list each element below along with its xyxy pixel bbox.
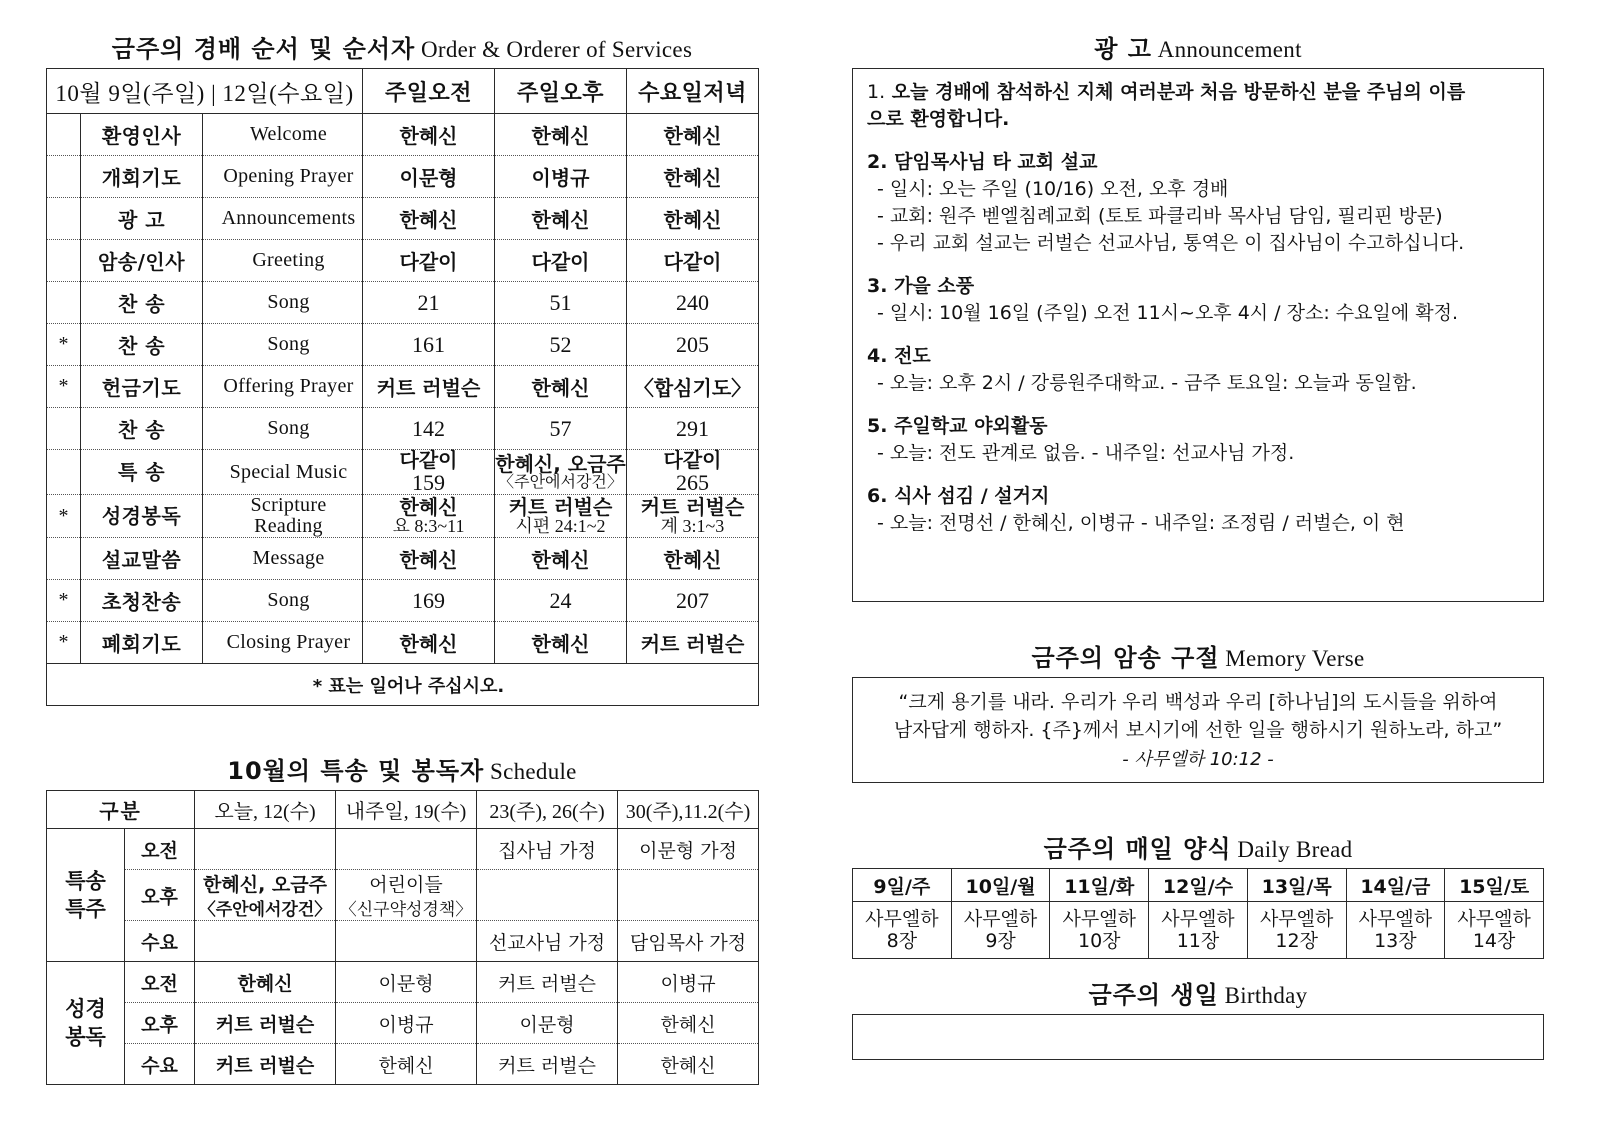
daily-bread-day: 13일/목 bbox=[1247, 869, 1346, 902]
order-row-sunday-pm-sub: 〈주안에서강건〉 bbox=[498, 472, 623, 492]
table-row bbox=[47, 870, 759, 921]
order-of-service-table bbox=[46, 68, 759, 706]
order-header-row bbox=[47, 69, 759, 114]
order-row-label-ko: 설교말씀 bbox=[81, 538, 203, 580]
announcement-section bbox=[852, 36, 1544, 602]
schedule-header-week1: 오늘, 12(수) bbox=[195, 791, 336, 829]
announcement-item-3-sub-1: - 일시: 10월 16일 (주일) 오전 11시~오후 4시 / 장소: 수요일에 확정. bbox=[877, 302, 1458, 325]
daily-bread-section bbox=[852, 836, 1544, 959]
announcement-item-2-number: 2. bbox=[867, 151, 888, 174]
table-row bbox=[47, 114, 759, 156]
daily-bread-reading bbox=[1050, 902, 1149, 959]
order-row-sunday-pm: 한혜신 bbox=[495, 114, 627, 156]
order-row-star bbox=[47, 450, 81, 495]
order-row-sunday-pm: 이병규 bbox=[495, 156, 627, 198]
announcement-item-2-sub-3: - 우리 교회 설교는 러벌슨 선교사님, 통역은 이 집사님이 수고하십니다. bbox=[877, 232, 1465, 255]
birthday-section bbox=[852, 982, 1544, 1060]
order-row-label-ko: 성경봉독 bbox=[81, 495, 203, 538]
schedule-cell-week4: 한혜신 bbox=[618, 1003, 759, 1044]
order-row-label-en: Song bbox=[203, 580, 363, 622]
order-footnote: * 표는 일어나 주십시오. bbox=[47, 664, 759, 706]
order-of-service-title bbox=[46, 36, 758, 62]
schedule-cell-week4: 이병규 bbox=[618, 962, 759, 1003]
order-table-head bbox=[47, 69, 759, 114]
order-row-star bbox=[47, 156, 81, 198]
schedule-cell-week2: 이병규 bbox=[336, 1003, 477, 1044]
order-row-sunday-pm-sub: 시편 24:1~2 bbox=[515, 516, 606, 537]
order-row-sunday-am: 커트 러벌슨 bbox=[363, 366, 495, 408]
table-row bbox=[47, 366, 759, 408]
table-row bbox=[47, 282, 759, 324]
order-title-english: Order & Orderer of Services bbox=[420, 37, 693, 62]
order-row-label-en: Announcements bbox=[203, 198, 363, 240]
order-row-label-en: Greeting bbox=[203, 240, 363, 282]
daily-bread-chapter: 13장 bbox=[1374, 930, 1417, 953]
schedule-cell-week4 bbox=[618, 870, 759, 921]
schedule-cell-week3: 이문형 bbox=[477, 1003, 618, 1044]
order-row-label-ko: 찬 송 bbox=[81, 408, 203, 450]
announcement-item-5 bbox=[867, 413, 1531, 467]
order-row-sunday-pm: 57 bbox=[495, 408, 627, 450]
order-row-label-en: Offering Prayer bbox=[203, 366, 363, 408]
order-row-sunday-am-sub: 159 bbox=[412, 470, 445, 496]
order-row-label-en: Opening Prayer bbox=[203, 156, 363, 198]
announcement-item-3-title: 가을 소풍 bbox=[894, 275, 975, 298]
order-row-wednesday-pm: 205 bbox=[627, 324, 759, 366]
schedule-header-week4: 30(주),11.2(수) bbox=[618, 791, 759, 829]
schedule-cell-week2: 이문형 bbox=[336, 962, 477, 1003]
announcement-item-1-line1 bbox=[867, 79, 1531, 106]
order-row-sunday-pm bbox=[495, 450, 627, 495]
daily-bread-reading bbox=[951, 902, 1050, 959]
order-row-label-ko: 광 고 bbox=[81, 198, 203, 240]
schedule-time-label: 수요 bbox=[125, 921, 195, 962]
announcement-item-3-head bbox=[867, 273, 1531, 300]
daily-bread-header-row bbox=[853, 869, 1544, 902]
schedule-title-korean: 10월의 특송 및 봉독자 bbox=[227, 757, 485, 785]
order-header-wednesday-pm: 수요일저녁 bbox=[627, 69, 759, 114]
order-row-label-en: Message bbox=[203, 538, 363, 580]
schedule-cell-week4: 한혜신 bbox=[618, 1044, 759, 1085]
birthday-box bbox=[852, 1014, 1544, 1060]
announcement-item-5-head bbox=[867, 413, 1531, 440]
order-row-sunday-am-sub: 요 8:3~11 bbox=[392, 516, 465, 537]
schedule-table-body bbox=[47, 829, 759, 1085]
order-row-sunday-am-main: 다같이 bbox=[399, 448, 458, 473]
daily-bread-book: 사무엘하 bbox=[1062, 907, 1136, 930]
announcement-item-4-head bbox=[867, 343, 1531, 370]
order-header-date: 10월 9일(주일) | 12일(수요일) bbox=[47, 69, 363, 114]
order-row-label-en: Song bbox=[203, 282, 363, 324]
announcement-item-2-head bbox=[867, 149, 1531, 176]
daily-bread-reading bbox=[1149, 902, 1248, 959]
order-row-label-ko: 찬 송 bbox=[81, 324, 203, 366]
daily-bread-head bbox=[853, 869, 1544, 902]
announcement-box bbox=[852, 68, 1544, 602]
order-row-wednesday-pm: 240 bbox=[627, 282, 759, 324]
order-row-sunday-am: 161 bbox=[363, 324, 495, 366]
order-row-label-ko: 헌금기도 bbox=[81, 366, 203, 408]
announcement-item-2-title: 담임목사님 타 교회 설교 bbox=[894, 151, 1098, 174]
announcement-item-5-number: 5. bbox=[867, 415, 888, 438]
table-row bbox=[47, 156, 759, 198]
daily-bread-book: 사무엘하 bbox=[1259, 907, 1334, 930]
order-row-sunday-am: 이문형 bbox=[363, 156, 495, 198]
schedule-header-week3: 23(주), 26(수) bbox=[477, 791, 618, 829]
schedule-group-special-music: 특송 특주 bbox=[47, 829, 125, 962]
schedule-section bbox=[46, 758, 758, 1085]
order-row-label-en: Special Music bbox=[203, 450, 363, 495]
order-row-label-ko: 찬 송 bbox=[81, 282, 203, 324]
announcement-item-6-number: 6. bbox=[867, 485, 888, 508]
schedule-time-label: 오전 bbox=[125, 829, 195, 870]
schedule-cell-week3: 커트 러벌슨 bbox=[477, 1044, 618, 1085]
order-row-star bbox=[47, 240, 81, 282]
order-row-star bbox=[47, 408, 81, 450]
order-table-body bbox=[47, 114, 759, 706]
order-row-star: * bbox=[47, 580, 81, 622]
order-row-sunday-am: 142 bbox=[363, 408, 495, 450]
schedule-time-label: 오후 bbox=[125, 1003, 195, 1044]
daily-bread-reading bbox=[1445, 902, 1544, 959]
table-row bbox=[853, 902, 1544, 959]
order-row-sunday-am: 다같이 bbox=[363, 240, 495, 282]
order-row-label-ko: 특 송 bbox=[81, 450, 203, 495]
order-row-wednesday-pm-main: 다같이 bbox=[663, 448, 722, 473]
daily-bread-body bbox=[853, 902, 1544, 959]
order-row-star bbox=[47, 198, 81, 240]
schedule-cell-week2-main: 어린이들 bbox=[369, 874, 443, 897]
order-row-star: * bbox=[47, 324, 81, 366]
daily-bread-book: 사무엘하 bbox=[1161, 907, 1235, 930]
order-header-sunday-pm: 주일오후 bbox=[495, 69, 627, 114]
order-row-sunday-pm: 다같이 bbox=[495, 240, 627, 282]
schedule-header-week2: 내주일, 19(수) bbox=[336, 791, 477, 829]
order-row-sunday-am: 169 bbox=[363, 580, 495, 622]
order-row-sunday-am: 한혜신 bbox=[363, 114, 495, 156]
order-row-label-en: Song bbox=[203, 324, 363, 366]
schedule-header-row bbox=[47, 791, 759, 829]
order-row-wednesday-pm: 〈합심기도〉 bbox=[627, 366, 759, 408]
order-row-sunday-pm: 51 bbox=[495, 282, 627, 324]
order-row-label-ko: 환영인사 bbox=[81, 114, 203, 156]
table-row bbox=[47, 324, 759, 366]
schedule-cell-week1 bbox=[195, 921, 336, 962]
announcement-title bbox=[852, 36, 1544, 62]
order-row-wednesday-pm: 한혜신 bbox=[627, 198, 759, 240]
memory-verse-reference: - 사무엘하 10:12 - bbox=[1122, 748, 1274, 770]
daily-bread-chapter: 11장 bbox=[1176, 930, 1220, 953]
daily-bread-day: 10일/월 bbox=[951, 869, 1050, 902]
daily-bread-book: 사무엘하 bbox=[1457, 907, 1531, 930]
daily-bread-title-korean: 금주의 매일 양식 bbox=[1043, 835, 1232, 863]
announcement-item-3 bbox=[867, 273, 1531, 327]
order-row-label-ko: 암송/인사 bbox=[81, 240, 203, 282]
memory-verse-title-korean: 금주의 암송 구절 bbox=[1031, 644, 1220, 672]
order-title-korean: 금주의 경배 순서 및 순서자 bbox=[111, 35, 416, 63]
schedule-cell-week3: 커트 러벌슨 bbox=[477, 962, 618, 1003]
order-row-sunday-pm bbox=[495, 495, 627, 538]
daily-bread-reading bbox=[1247, 902, 1346, 959]
announcement-title-korean: 광 고 bbox=[1094, 35, 1152, 63]
schedule-cell-week1: 한혜신 bbox=[195, 962, 336, 1003]
table-row bbox=[47, 495, 759, 538]
order-row-sunday-pm: 한혜신 bbox=[495, 622, 627, 664]
daily-bread-day: 14일/금 bbox=[1346, 869, 1445, 902]
schedule-time-label: 오전 bbox=[125, 962, 195, 1003]
order-row-sunday-pm-main: 커트 러벌슨 bbox=[508, 495, 613, 520]
schedule-header-group: 구분 bbox=[47, 791, 195, 829]
order-row-label-ko: 초청찬송 bbox=[81, 580, 203, 622]
schedule-cell-week3: 집사님 가정 bbox=[477, 829, 618, 870]
schedule-cell-week2-sub: 〈신구약성경책〉 bbox=[339, 900, 473, 921]
order-row-sunday-am bbox=[363, 495, 495, 538]
daily-bread-chapter: 14장 bbox=[1472, 930, 1516, 953]
schedule-cell-week1 bbox=[195, 870, 336, 921]
order-row-sunday-pm: 52 bbox=[495, 324, 627, 366]
order-row-wednesday-pm: 한혜신 bbox=[627, 156, 759, 198]
order-row-wednesday-pm-main: 커트 러벌슨 bbox=[640, 495, 745, 520]
schedule-cell-week1 bbox=[195, 829, 336, 870]
order-header-sunday-am: 주일오전 bbox=[363, 69, 495, 114]
announcement-item-6-title: 식사 섬김 / 설거지 bbox=[894, 485, 1050, 508]
memory-verse-title-english: Memory Verse bbox=[1225, 646, 1365, 671]
order-row-star bbox=[47, 282, 81, 324]
announcement-item-1-head: 오늘 경배에 참석하신 지체 여러분과 처음 방문하신 분을 주님의 이름 bbox=[891, 81, 1466, 104]
order-row-wednesday-pm: 커트 러벌슨 bbox=[627, 622, 759, 664]
announcement-item-1 bbox=[867, 79, 1531, 133]
announcement-item-6 bbox=[867, 483, 1531, 537]
daily-bread-chapter: 8장 bbox=[886, 930, 918, 953]
schedule-table-head bbox=[47, 791, 759, 829]
table-row bbox=[47, 538, 759, 580]
announcement-item-4-sub-1: - 오늘: 오후 2시 / 강릉원주대학교. - 금주 토요일: 오늘과 동일함. bbox=[877, 372, 1417, 395]
order-row-label-en: Scripture Reading bbox=[203, 495, 363, 538]
table-row bbox=[47, 962, 759, 1003]
schedule-cell-week1-main: 한혜신, 오금주 bbox=[203, 874, 327, 897]
announcement-item-4 bbox=[867, 343, 1531, 397]
schedule-cell-week1: 커트 러벌슨 bbox=[195, 1044, 336, 1085]
schedule-title bbox=[46, 758, 758, 784]
daily-bread-chapter: 12장 bbox=[1275, 930, 1318, 953]
announcement-item-1-number: 1. bbox=[867, 81, 886, 104]
daily-bread-table bbox=[852, 868, 1544, 959]
schedule-cell-week3 bbox=[477, 870, 618, 921]
daily-bread-reading bbox=[1346, 902, 1445, 959]
schedule-cell-week4: 이문형 가정 bbox=[618, 829, 759, 870]
table-row bbox=[47, 622, 759, 664]
table-row bbox=[47, 921, 759, 962]
memory-verse-section bbox=[852, 645, 1544, 783]
schedule-table bbox=[46, 790, 759, 1085]
announcement-item-4-number: 4. bbox=[867, 345, 888, 368]
announcement-title-english: Announcement bbox=[1157, 37, 1302, 62]
announcement-item-5-title: 주일학교 야외활동 bbox=[894, 415, 1048, 438]
order-row-star: * bbox=[47, 622, 81, 664]
table-row bbox=[47, 580, 759, 622]
schedule-title-english: Schedule bbox=[489, 759, 577, 784]
order-row-sunday-pm-main: 한혜신, 오금주 bbox=[495, 452, 626, 477]
announcement-item-4-title: 전도 bbox=[894, 345, 931, 368]
schedule-cell-week1: 커트 러벌슨 bbox=[195, 1003, 336, 1044]
order-row-wednesday-pm: 한혜신 bbox=[627, 114, 759, 156]
schedule-cell-week4: 담임목사 가정 bbox=[618, 921, 759, 962]
order-row-sunday-am: 한혜신 bbox=[363, 538, 495, 580]
announcement-item-2-sub-2: - 교회: 원주 벧엘침례교회 (토토 파클리바 목사님 담임, 필리핀 방문) bbox=[877, 205, 1443, 228]
order-row-sunday-am: 한혜신 bbox=[363, 198, 495, 240]
order-row-sunday-pm: 한혜신 bbox=[495, 198, 627, 240]
announcement-item-5-sub-1: - 오늘: 전도 관계로 없음. - 내주일: 선교사님 가정. bbox=[877, 442, 1295, 465]
birthday-title-english: Birthday bbox=[1224, 983, 1308, 1008]
table-row bbox=[47, 1044, 759, 1085]
announcement-item-3-number: 3. bbox=[867, 275, 888, 298]
schedule-cell-week2: 한혜신 bbox=[336, 1044, 477, 1085]
order-footnote-row bbox=[47, 664, 759, 706]
order-row-sunday-pm: 한혜신 bbox=[495, 538, 627, 580]
schedule-cell-week2 bbox=[336, 921, 477, 962]
daily-bread-book: 사무엘하 bbox=[1358, 907, 1433, 930]
order-row-label-en: Song bbox=[203, 408, 363, 450]
order-row-wednesday-pm: 291 bbox=[627, 408, 759, 450]
order-row-label-en: Closing Prayer bbox=[203, 622, 363, 664]
order-row-wednesday-pm: 다같이 bbox=[627, 240, 759, 282]
order-row-wednesday-pm: 한혜신 bbox=[627, 538, 759, 580]
order-row-star bbox=[47, 114, 81, 156]
daily-bread-day: 15일/토 bbox=[1445, 869, 1544, 902]
table-row bbox=[47, 198, 759, 240]
announcement-item-2-sub-1: - 일시: 오는 주일 (10/16) 오전, 오후 경배 bbox=[877, 178, 1229, 201]
table-row bbox=[47, 408, 759, 450]
schedule-cell-week2 bbox=[336, 870, 477, 921]
announcement-item-6-head bbox=[867, 483, 1531, 510]
daily-bread-reading bbox=[853, 902, 952, 959]
order-row-sunday-pm: 24 bbox=[495, 580, 627, 622]
order-row-sunday-am bbox=[363, 450, 495, 495]
schedule-cell-week2 bbox=[336, 829, 477, 870]
order-of-service-section bbox=[46, 36, 758, 706]
daily-bread-chapter: 10장 bbox=[1077, 930, 1121, 953]
order-row-sunday-am-main: 한혜신 bbox=[399, 495, 458, 520]
announcement-item-2 bbox=[867, 149, 1531, 257]
daily-bread-title bbox=[852, 836, 1544, 862]
memory-verse-box bbox=[852, 677, 1544, 783]
order-row-wednesday-pm-sub: 계 3:1~3 bbox=[660, 516, 725, 537]
order-row-sunday-am: 21 bbox=[363, 282, 495, 324]
schedule-time-label: 수요 bbox=[125, 1044, 195, 1085]
table-row bbox=[47, 240, 759, 282]
order-row-label-en: Welcome bbox=[203, 114, 363, 156]
daily-bread-day: 12일/수 bbox=[1149, 869, 1248, 902]
schedule-cell-week1-sub: 〈주안에서강건〉 bbox=[198, 900, 332, 921]
schedule-group-scripture-reading: 성경 봉독 bbox=[47, 962, 125, 1085]
birthday-title bbox=[852, 982, 1544, 1008]
table-row bbox=[47, 450, 759, 495]
order-row-label-ko: 개회기도 bbox=[81, 156, 203, 198]
announcement-item-1-line2: 으로 환영합니다. bbox=[867, 108, 1010, 131]
schedule-time-label: 오후 bbox=[125, 870, 195, 921]
order-row-wednesday-pm bbox=[627, 495, 759, 538]
daily-bread-title-english: Daily Bread bbox=[1237, 837, 1353, 862]
order-row-wednesday-pm: 207 bbox=[627, 580, 759, 622]
order-row-sunday-am: 한혜신 bbox=[363, 622, 495, 664]
daily-bread-chapter: 9장 bbox=[985, 930, 1016, 953]
daily-bread-day: 9일/주 bbox=[853, 869, 952, 902]
memory-verse-line-2: 남자답게 행하자. {주}께서 보시기에 선한 일을 행하시기 원하노라, 하고” bbox=[893, 719, 1503, 742]
memory-verse-line-1: “크게 용기를 내라. 우리가 우리 백성과 우리 [하나님]의 도시들을 위하여 bbox=[898, 690, 1498, 713]
table-row bbox=[47, 829, 759, 870]
memory-verse-title bbox=[852, 645, 1544, 671]
order-row-star bbox=[47, 538, 81, 580]
order-row-wednesday-pm bbox=[627, 450, 759, 495]
order-row-star: * bbox=[47, 495, 81, 538]
table-row bbox=[47, 1003, 759, 1044]
announcement-item-6-sub-1: - 오늘: 전명선 / 한혜신, 이병규 - 내주일: 조정림 / 러벌슨, 이 현 bbox=[877, 511, 1405, 534]
birthday-title-korean: 금주의 생일 bbox=[1088, 981, 1219, 1009]
daily-bread-book: 사무엘하 bbox=[865, 907, 939, 930]
order-row-label-ko: 폐회기도 bbox=[81, 622, 203, 664]
daily-bread-book: 사무엘하 bbox=[963, 907, 1038, 930]
order-row-sunday-pm: 한혜신 bbox=[495, 366, 627, 408]
daily-bread-day: 11일/화 bbox=[1050, 869, 1149, 902]
order-row-wednesday-pm-sub: 265 bbox=[676, 470, 709, 496]
schedule-cell-week3: 선교사님 가정 bbox=[477, 921, 618, 962]
order-row-star: * bbox=[47, 366, 81, 408]
